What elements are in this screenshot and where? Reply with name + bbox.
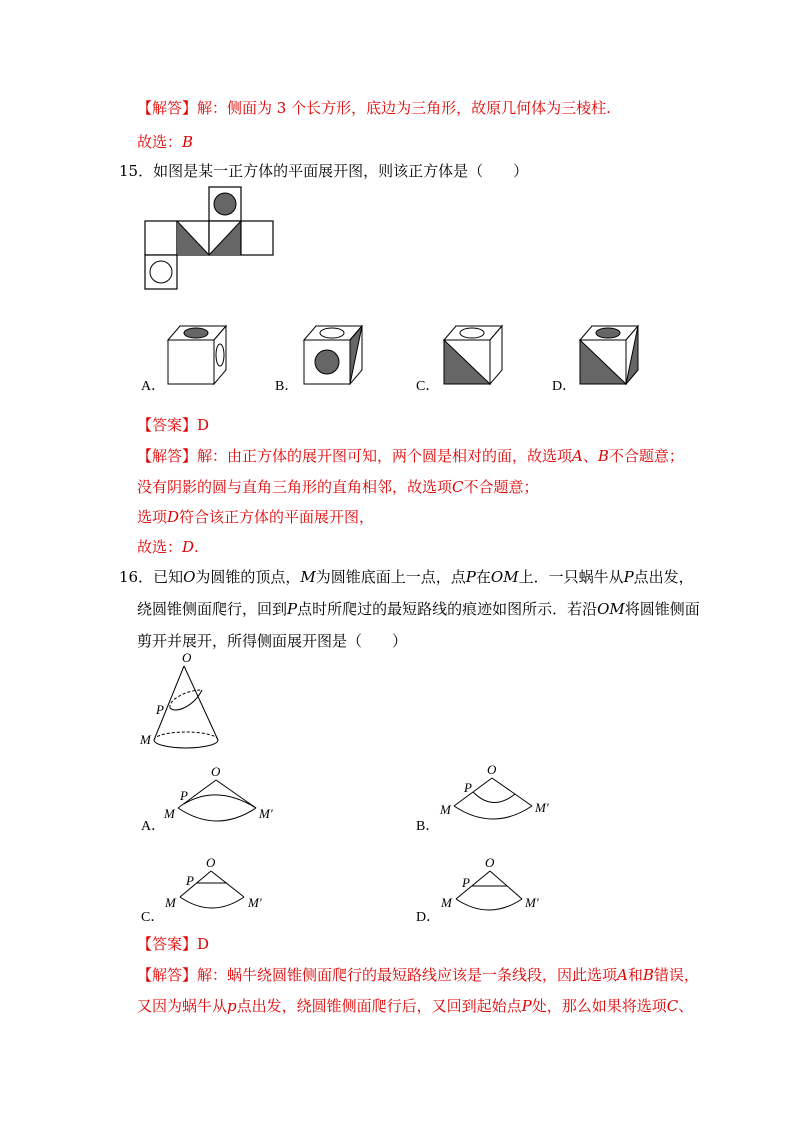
q16-answer-value: D	[197, 935, 210, 953]
q16-cone-label-m: M	[140, 732, 151, 747]
q15-option-b-label: B．	[275, 379, 299, 394]
q16-c-label-p: P	[186, 873, 194, 888]
q16-analysis-text: 处，那么如果将选项	[531, 997, 667, 1015]
q14-analysis-tag: 【解答】	[137, 99, 198, 117]
q15-option-a-cube	[160, 320, 232, 388]
q16-analysis-text: 、	[678, 997, 694, 1015]
q16-var: M	[300, 568, 316, 586]
q15-var: D	[167, 508, 180, 526]
q15-analysis-text: 符合该正方体的平面展开图，	[179, 508, 375, 526]
q16-var: B	[642, 966, 654, 984]
q14-analysis	[137, 98, 611, 118]
q15-analysis-text: 解：由正方体的展开图可知，两个圆是相对的面，故选项	[197, 447, 573, 465]
q16-cone-label-p: P	[156, 702, 164, 717]
q15-choice-value: D	[182, 538, 195, 556]
q15-analysis-line3	[137, 507, 374, 527]
q15-analysis-line2	[137, 477, 539, 497]
q16-option-b-figure	[436, 762, 561, 832]
q15-stem: 15．如图是某一正方体的平面展开图，则该正方体是（ ）	[119, 162, 529, 180]
q16-var: P	[521, 997, 532, 1015]
q16-c-label-m: M	[165, 895, 176, 910]
q16-text: 在	[475, 568, 491, 586]
q15-analysis-text: 选项	[137, 508, 168, 526]
q16-var: P	[287, 600, 298, 618]
q16-var: O	[183, 568, 196, 586]
q16-text: 将圆锥侧面	[624, 600, 700, 618]
q16-cone-label-o: O	[182, 650, 192, 665]
q16-c-label-o: O	[206, 855, 216, 870]
q16-text: 16．已知	[119, 568, 184, 586]
q16-var: p	[227, 997, 237, 1015]
q16-stem-line3: 剪开并展开，所得侧面展开图是（ ）	[137, 632, 408, 650]
q16-a-label-p: P	[180, 788, 188, 803]
q16-stem-line1	[119, 567, 694, 587]
q16-a-label-m: M	[164, 806, 175, 821]
q16-d-label-mp: M′	[525, 895, 539, 910]
q14-choice	[137, 132, 193, 152]
q16-a-label-mp: M′	[259, 806, 273, 821]
q16-var: OM	[490, 568, 519, 586]
q16-cone-figure	[136, 650, 246, 752]
q16-analysis-text: 解：蜗牛绕圆锥侧面爬行的最短路线应该是一条线段，因此选项	[197, 966, 618, 984]
q16-text: 为圆锥的顶点，	[195, 568, 301, 586]
q15-analysis-tag: 【解答】	[137, 447, 198, 465]
q16-option-b-label: B．	[416, 819, 440, 834]
q16-d-label-p: P	[462, 875, 470, 890]
q16-text: 绕圆锥侧面爬行，回到	[137, 600, 288, 618]
q15-option-c-cube	[436, 320, 508, 388]
q15-analysis-text: 、	[582, 447, 598, 465]
q15-choice-end: .	[194, 538, 199, 556]
q15-answer	[137, 415, 209, 435]
q15-var: A	[572, 447, 583, 465]
q16-text: 点时所爬过的最短路线的痕迹如图所示．若沿	[297, 600, 598, 618]
q16-answer	[137, 934, 209, 954]
q16-text: 为圆锥底面上一点，点	[315, 568, 466, 586]
q16-option-a-figure	[160, 764, 285, 834]
q14-choice-value: B	[182, 133, 194, 151]
q16-text: 上．一只蜗牛从	[518, 568, 624, 586]
q16-analysis-text: 点出发，绕圆锥侧面爬行后，又回到起始点	[236, 997, 522, 1015]
q16-var: P	[465, 568, 476, 586]
q16-option-a-label: A．	[141, 819, 166, 834]
q15-option-d-cube	[572, 320, 644, 388]
q16-var: OM	[597, 600, 625, 618]
q16-b-label-p: P	[464, 780, 472, 795]
q16-analysis-text: 和	[627, 966, 643, 984]
q16-b-label-m: M	[440, 802, 451, 817]
q16-stem-line2	[137, 599, 700, 619]
q16-analysis-line2	[137, 996, 693, 1016]
q16-var: A	[617, 966, 628, 984]
q16-text: 点出发，	[633, 568, 694, 586]
q16-d-label-m: M	[441, 895, 452, 910]
q15-analysis-text: 不合题意；	[463, 478, 539, 496]
q16-var: P	[623, 568, 634, 586]
q15-choice	[137, 537, 199, 557]
q16-answer-tag: 【答案】	[137, 935, 198, 953]
q15-option-a-label: A．	[141, 379, 166, 394]
q15-analysis-line1	[137, 446, 684, 466]
q15-net-figure	[140, 184, 280, 292]
q16-analysis-text: 又因为蜗牛从	[137, 997, 228, 1015]
q16-var: C	[666, 997, 679, 1015]
q16-option-d-label: D．	[416, 910, 441, 925]
q15-var: C	[452, 478, 464, 496]
q14-choice-prefix: 故选：	[137, 133, 183, 151]
q16-a-label-o: O	[211, 764, 221, 779]
q16-option-c-label: C．	[141, 910, 165, 925]
q16-d-label-o: O	[485, 855, 495, 870]
q16-analysis-line1	[137, 965, 699, 985]
q16-option-d-figure	[436, 853, 561, 923]
q15-analysis-text: 没有阴影的圆与直角三角形的直角相邻，故选项	[137, 478, 453, 496]
q15-option-c-label: C．	[416, 379, 440, 394]
q16-b-label-o: O	[487, 762, 497, 777]
q15-choice-prefix: 故选：	[137, 538, 183, 556]
q16-b-label-mp: M′	[535, 800, 549, 815]
q15-option-d-label: D．	[552, 379, 577, 394]
q16-analysis-text: 错误，	[653, 966, 699, 984]
q16-c-label-mp: M′	[248, 895, 262, 910]
q15-analysis-text: 不合题意；	[608, 447, 684, 465]
q14-analysis-text: 解：侧面为 3 个长方形，底边为三角形，故原几何体为三棱柱.	[197, 99, 611, 117]
q15-answer-tag: 【答案】	[137, 416, 198, 434]
q15-option-b-cube	[296, 320, 368, 388]
q15-var: B	[597, 447, 609, 465]
q15-answer-value: D	[197, 416, 210, 434]
q16-analysis-tag: 【解答】	[137, 966, 198, 984]
q16-option-c-figure	[160, 853, 285, 923]
